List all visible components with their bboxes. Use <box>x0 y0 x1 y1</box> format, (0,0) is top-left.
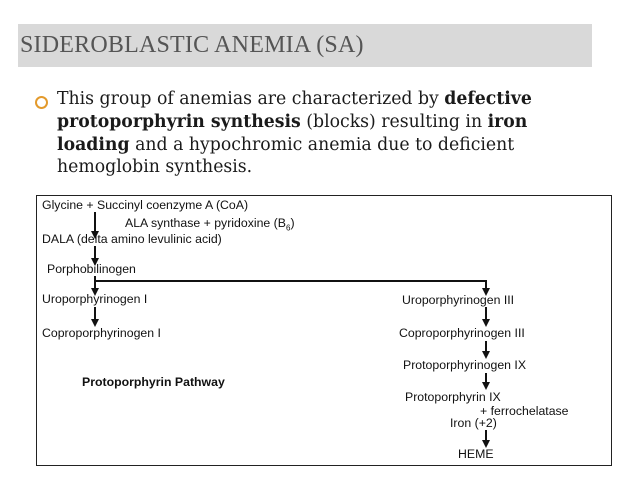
uroporphyrinogen-3-label: Uroporphyrinogen III <box>402 293 515 307</box>
ferrochelatase-label: + ferrochelatase <box>480 404 569 418</box>
ala-synthase-label <box>125 216 295 232</box>
coproporphyrinogen-1-label: Coproporphyrinogen I <box>42 326 161 340</box>
ala-synthase-close: ) <box>290 216 295 230</box>
iron-label: Iron (+2) <box>450 416 497 430</box>
bullet-bold-2: iron loading <box>57 111 528 155</box>
b6-subscript: 6 <box>285 223 291 233</box>
slide-title: SIDEROBLASTIC ANEMIA (SA) <box>20 32 364 58</box>
bullet-text-3: and a hypochromic anemia due to deficient hemoglobin synthesis. <box>57 134 515 178</box>
protoporphyrinogen-9-label: Protoporphyrinogen IX <box>403 358 527 372</box>
coproporphyrinogen-3-label: Coproporphyrinogen III <box>399 326 525 340</box>
glycine-label: Glycine + Succinyl coenzyme A (CoA) <box>42 198 249 212</box>
protoporphyrin-9-label: Protoporphyrin IX <box>405 390 501 404</box>
arrow-head-icon <box>482 382 490 390</box>
bullet-text <box>57 88 597 179</box>
bullet-text-2: (blocks) resulting in <box>300 111 488 132</box>
ala-synthase-text: ALA synthase + pyridoxine (B <box>125 216 286 230</box>
pathway-label: Protoporphyrin Pathway <box>82 375 225 389</box>
heme-label: HEME <box>458 447 494 461</box>
arrow-shaft <box>94 212 96 232</box>
bullet-bold-1: defective protoporphyrin synthesis <box>57 89 532 132</box>
porphobilinogen-label: Porphobilinogen <box>47 262 136 276</box>
heme-synthesis-diagram <box>36 195 612 466</box>
dala-label: DALA (delta amino levulinic acid) <box>42 232 222 246</box>
uroporphyrinogen-1-label: Uroporphyrinogen I <box>42 292 148 306</box>
bullet-ring-icon <box>35 96 48 109</box>
bullet-text-1: This group of anemias are characterized by <box>57 89 445 109</box>
branch-line <box>94 280 486 282</box>
